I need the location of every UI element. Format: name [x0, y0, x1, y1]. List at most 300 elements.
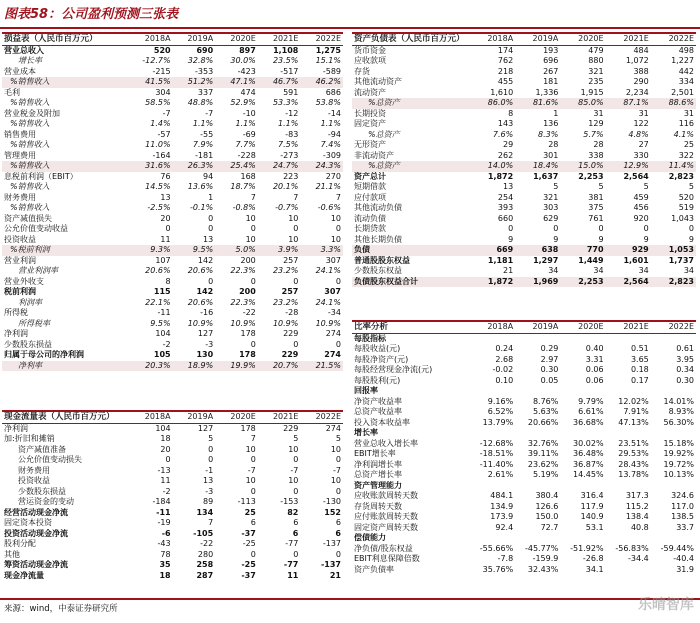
source-note: 来源：wind，中泰证券研究所 [4, 604, 118, 614]
row-value: 1.4% [150, 119, 171, 128]
row-label: 净资产收益率 [354, 396, 402, 406]
row-value: -184 [152, 497, 171, 506]
row-value: 94 [203, 171, 214, 181]
row-value: 0.40 [585, 344, 604, 353]
row-value: 1,915 [580, 87, 604, 97]
row-value: 7.91% [623, 407, 649, 416]
ratio-panel [352, 320, 696, 575]
row-value: 23.2% [272, 297, 299, 307]
row-value: 5 [208, 434, 214, 443]
row-value: 76 [160, 171, 171, 181]
row-value: 140.9 [580, 512, 604, 521]
ratio-row [352, 491, 696, 502]
group-title: 资产管理能力 [354, 480, 402, 490]
row-value: 696 [543, 56, 559, 65]
row-value: 0.18 [630, 365, 649, 374]
row-value: 30.0% [230, 56, 256, 65]
row-value: 0.30 [676, 375, 694, 385]
row-value: 2,253 [578, 171, 604, 181]
row-value: 9 [643, 234, 649, 244]
row-value: -2 [162, 339, 171, 349]
row-value: 178 [240, 329, 256, 338]
row-value: 178 [240, 423, 256, 433]
row-value: 20.66% [527, 417, 559, 427]
table-header-label: 现金流量表（人民币百万元） [2, 411, 130, 423]
row-label: 普通股股东权益 [354, 255, 410, 265]
row-value: 229 [283, 329, 299, 338]
table-header-label: 比率分析 [352, 321, 470, 333]
row-value: 200 [239, 287, 256, 296]
table-row [2, 88, 343, 99]
row-value: 381 [588, 192, 604, 202]
row-value: 258 [196, 560, 214, 569]
row-value: 14.45% [573, 470, 604, 479]
ratio-group-title [352, 533, 696, 544]
year-header: 2021E [258, 33, 301, 45]
row-value: 11 [160, 476, 171, 485]
row-value: -130 [322, 497, 341, 506]
row-value: 0 [250, 224, 256, 233]
row-value: 0.17 [630, 375, 649, 385]
row-value: 0 [293, 276, 299, 286]
row-label: 其他流动资产 [354, 77, 402, 86]
row-value: -22 [200, 539, 214, 548]
row-value: 1.1% [278, 119, 299, 128]
row-value: 10 [245, 444, 256, 454]
table-row [2, 109, 343, 120]
row-value: -0.7% [275, 203, 299, 212]
row-value: 10.9% [315, 318, 341, 328]
table-row [2, 423, 343, 434]
year-header: 2018A [470, 33, 515, 45]
table-row [352, 130, 696, 141]
row-value: 1,227 [671, 56, 694, 65]
row-value: 134.9 [490, 501, 514, 511]
row-value: 126.6 [535, 501, 559, 511]
row-label: 现金净流量 [4, 570, 44, 580]
row-value: -77 [283, 560, 299, 569]
row-value: 34 [548, 266, 559, 275]
row-value: 82 [287, 507, 299, 517]
row-value: 1,601 [623, 255, 649, 265]
row-label: 管理费用 [4, 150, 36, 160]
year-header: 2022E [300, 33, 343, 45]
row-value: 14.01% [663, 396, 694, 406]
table-header-row [352, 321, 696, 333]
table-row [2, 45, 343, 56]
row-value: 24.3% [300, 161, 343, 172]
table-row [2, 182, 343, 193]
year-header: 2020E [215, 411, 258, 423]
row-value: 129 [588, 119, 604, 128]
row-value: 136 [543, 119, 559, 128]
row-value: 34 [593, 266, 604, 275]
row-value: 0 [598, 224, 604, 233]
row-value: 12.02% [618, 396, 649, 406]
row-value: -137 [322, 539, 341, 548]
table-row [2, 466, 343, 477]
row-value: 11 [287, 570, 299, 580]
row-label: 每股股利(元) [354, 375, 401, 385]
row-label: 少数股东权益 [354, 266, 402, 275]
row-value: -57 [157, 129, 171, 139]
row-value: 127 [197, 329, 214, 338]
row-value: 5 [293, 434, 299, 443]
row-value: 19.92% [663, 449, 694, 458]
row-label: 资产总计 [354, 171, 386, 181]
row-value: 1,181 [487, 255, 514, 265]
row-value: 3.9% [258, 245, 301, 256]
row-value: 2,234 [625, 87, 649, 97]
row-value: 0 [250, 486, 256, 496]
row-label: 加:折旧和摊销 [4, 434, 55, 443]
table-row [352, 140, 696, 151]
row-value: -215 [152, 66, 171, 76]
row-label: 营业总收入 [4, 45, 44, 55]
row-value: 338 [588, 150, 604, 160]
row-value: 138.4 [625, 512, 649, 521]
row-value: -0.6% [317, 203, 341, 212]
row-value: -19 [157, 518, 171, 527]
row-value: 34 [683, 266, 694, 275]
row-value: 26.3% [173, 161, 216, 172]
balance-sheet-table [352, 32, 696, 287]
row-value: 229 [281, 350, 299, 359]
table-row [2, 361, 343, 372]
row-value: 21 [503, 266, 514, 275]
row-value: 36.68% [573, 417, 604, 427]
cashflow-table [2, 410, 343, 581]
row-value: 11.0% [145, 140, 171, 149]
row-value: 12.9% [606, 161, 651, 172]
footer-rule [0, 598, 700, 600]
row-value: 0.29 [540, 344, 559, 353]
table-header-row [352, 33, 696, 45]
row-value: -6 [161, 528, 171, 538]
row-value: -56.83% [615, 543, 649, 553]
table-row [2, 67, 343, 78]
row-label: 投资活动现金净流 [4, 528, 68, 538]
row-value: 25 [683, 140, 694, 149]
row-value: 8.3% [538, 129, 559, 139]
ratio-row [352, 523, 696, 534]
table-row [352, 109, 696, 120]
row-label: 应付款项 [354, 192, 386, 202]
row-value: 47.13% [618, 417, 649, 427]
row-value: 150.0 [535, 512, 559, 521]
row-value: 41.5% [130, 77, 173, 88]
row-label: %税前利润 [2, 245, 130, 256]
row-value: 10 [288, 213, 299, 223]
row-value: 21.1% [315, 182, 341, 191]
row-value: 104 [155, 329, 171, 338]
row-label: 息税前利润（EBIT） [4, 171, 78, 181]
row-value: 375 [588, 203, 604, 212]
row-value: -16 [200, 308, 214, 317]
row-value: 0 [293, 486, 299, 496]
table-row [2, 235, 343, 246]
row-value: 31 [593, 108, 604, 118]
row-value: 1.1% [235, 119, 256, 128]
row-value: 52.9% [230, 98, 256, 107]
ratio-row [352, 397, 696, 408]
row-label: %销售收入 [10, 140, 50, 149]
row-value: 4.8% [628, 129, 649, 139]
row-value: 660 [497, 213, 514, 223]
row-value: -353 [195, 66, 214, 76]
row-value: 303 [543, 203, 559, 212]
row-label: 净利润增长率 [354, 459, 402, 469]
row-value: 317.3 [625, 491, 649, 500]
row-label: 营业税金及附加 [4, 108, 60, 118]
row-value: -0.8% [232, 203, 256, 212]
row-value: -11 [157, 308, 171, 317]
row-label: 所得税 [4, 308, 28, 317]
row-value: -55 [200, 129, 214, 139]
ratio-row [352, 355, 696, 366]
table-row [352, 98, 696, 109]
row-value: 334 [678, 77, 694, 86]
row-value: 10.9% [230, 318, 256, 328]
row-label: 资产减值准备 [18, 444, 66, 454]
row-label: 流动资产 [354, 87, 386, 97]
row-value: -228 [237, 150, 256, 160]
row-value: 6.52% [487, 407, 514, 416]
row-value: -7 [290, 465, 299, 475]
row-value: 24.7% [258, 161, 301, 172]
table-row [2, 298, 343, 309]
row-value: 2,564 [623, 171, 649, 181]
ratio-row [352, 544, 696, 555]
row-label: %销售收入 [10, 119, 50, 128]
row-value: 287 [196, 570, 214, 580]
table-row [352, 266, 696, 277]
row-value: 324.6 [671, 491, 694, 500]
table-row [2, 340, 343, 351]
group-title: 增长率 [354, 428, 378, 437]
row-label: 应收款项 [354, 56, 386, 65]
row-value: 223 [283, 171, 299, 181]
table-row [2, 434, 343, 445]
row-value: 9 [598, 234, 604, 244]
row-value: -7 [247, 465, 256, 475]
table-row [2, 214, 343, 225]
row-label: 销售费用 [4, 129, 36, 139]
row-value: 0 [335, 276, 341, 286]
row-value: 1,053 [651, 245, 696, 256]
row-value: 9.5% [173, 245, 216, 256]
row-value: 56.30% [663, 417, 694, 427]
row-value: 520 [678, 192, 694, 202]
row-value: 2.68 [495, 354, 514, 364]
row-value: 0 [250, 276, 256, 286]
table-row [352, 67, 696, 78]
row-value: 25 [244, 507, 256, 517]
row-label: 净负债/股东权益 [354, 543, 413, 553]
table-row [2, 308, 343, 319]
row-label: 其他流动负债 [354, 203, 402, 212]
row-value: 87.1% [606, 98, 651, 109]
row-value: -11 [156, 507, 171, 517]
row-value: 9.5% [150, 318, 171, 328]
table-row [352, 172, 696, 183]
row-value: 51.2% [173, 77, 216, 88]
row-value: 134 [196, 507, 214, 517]
row-label: 每股经营现金净流(元) [354, 365, 433, 374]
row-value: 330 [633, 150, 649, 160]
row-value: 455 [497, 77, 514, 86]
table-row [352, 224, 696, 235]
row-value: 13 [160, 192, 171, 202]
row-value: 72.7 [540, 522, 559, 532]
row-label: 净利润 [4, 329, 28, 338]
cashflow-panel [2, 410, 343, 581]
row-label: %销售收入 [10, 182, 50, 191]
table-row [2, 140, 343, 151]
row-value: 0 [293, 339, 299, 349]
table-row [2, 455, 343, 466]
ratio-row [352, 418, 696, 429]
row-value: 321 [588, 66, 604, 76]
ratio-row [352, 470, 696, 481]
row-value: 20.1% [272, 182, 299, 191]
row-value: 14.0% [470, 161, 515, 172]
row-label: 利润率 [18, 297, 42, 307]
row-label: 短期借款 [354, 182, 386, 191]
row-value: -94 [327, 129, 341, 139]
row-value: 117.0 [671, 501, 694, 511]
row-value: -59.44% [660, 543, 694, 553]
row-value: 13.6% [187, 182, 214, 191]
row-value: -3 [205, 486, 214, 496]
row-value: 0 [165, 224, 171, 233]
row-label: 毛利 [4, 87, 20, 97]
row-value: 629 [543, 213, 559, 223]
row-value: -69 [242, 129, 256, 139]
row-label: 公允价值变动损失 [18, 455, 82, 464]
row-value: 10.13% [663, 470, 694, 479]
row-label: %总资产 [352, 98, 470, 109]
row-value: 669 [470, 245, 515, 256]
row-value: 761 [588, 213, 604, 223]
table-row [352, 88, 696, 99]
row-value: 21.5% [300, 361, 343, 372]
row-value: 459 [633, 192, 649, 202]
row-value: 40.8 [630, 522, 649, 532]
row-value: 181 [543, 77, 559, 86]
row-value: 0 [335, 486, 341, 496]
row-value: -0.02 [492, 365, 514, 374]
row-value: 33.7 [676, 522, 694, 532]
row-value: 19.72% [663, 459, 694, 469]
row-label: 筹资活动现金净流 [4, 560, 68, 569]
row-value: 8.93% [668, 407, 694, 416]
row-value: 117.9 [580, 501, 604, 511]
row-value: 474 [240, 87, 256, 97]
row-value: 442 [678, 66, 694, 76]
row-value: 6 [293, 518, 299, 527]
row-value: 0 [508, 224, 514, 233]
row-value: 1.1% [192, 119, 214, 128]
row-value: 920 [633, 213, 649, 223]
ratio-row [352, 439, 696, 450]
row-value: 11.4% [651, 161, 696, 172]
row-value: -309 [322, 150, 341, 160]
row-label: %总资产 [368, 129, 400, 139]
row-value: 880 [588, 56, 604, 65]
row-value: 127 [197, 423, 214, 433]
row-value: 178 [239, 350, 256, 359]
row-value: 7 [293, 192, 299, 202]
row-label: 负债股东权益合计 [352, 277, 470, 288]
row-value: 1,072 [625, 56, 649, 65]
row-value: 23.62% [527, 459, 559, 469]
row-label: 应收账款周转天数 [354, 491, 418, 500]
row-value: 28 [548, 140, 559, 149]
table-row [2, 277, 343, 288]
ratio-row [352, 460, 696, 471]
table-header-row [2, 411, 343, 423]
row-value: 591 [283, 87, 299, 97]
row-value: 5 [598, 182, 604, 191]
row-value: 14.5% [145, 182, 171, 191]
row-value: 270 [325, 171, 341, 181]
row-value: 6 [335, 528, 341, 538]
row-value: 18.4% [515, 161, 560, 172]
row-value: 0 [208, 455, 214, 464]
year-header: 2021E [606, 33, 651, 45]
row-value: 7 [250, 434, 256, 443]
row-value: 7.9% [192, 140, 214, 149]
row-label: 净利润 [4, 423, 28, 433]
year-header: 2018A [130, 411, 173, 423]
row-value: 9 [508, 234, 514, 244]
table-row [352, 161, 696, 172]
row-value: -34 [327, 308, 341, 317]
row-value: 130 [196, 350, 214, 359]
row-label: 经营活动现金净流 [4, 507, 68, 517]
row-value: 13.79% [482, 417, 514, 427]
table-header-label: 资产负债表（人民币百万元） [352, 33, 470, 45]
income-statement-table [2, 32, 343, 371]
row-value: 274 [325, 423, 341, 433]
table-row [352, 56, 696, 67]
table-row [2, 77, 343, 88]
table-row [2, 287, 343, 298]
row-value: -55.66% [479, 543, 514, 553]
row-value: 22.3% [230, 297, 256, 307]
row-value: 152 [324, 507, 341, 517]
row-value: 122 [633, 119, 649, 128]
row-value: 9.79% [578, 396, 604, 406]
row-value: 20.6% [145, 266, 171, 275]
row-value: 5.63% [532, 407, 559, 416]
table-row [2, 529, 343, 540]
row-value: 13 [503, 182, 514, 191]
row-value: 10 [245, 213, 256, 223]
table-row [352, 277, 696, 288]
row-value: 10.9% [272, 318, 299, 328]
row-value: 0 [208, 276, 214, 286]
row-value: 479 [588, 45, 604, 55]
row-value: 316.4 [580, 491, 604, 500]
row-value: 1 [208, 192, 214, 202]
row-label: 营业利润率 [18, 266, 58, 275]
row-value: 2.61% [487, 470, 514, 479]
row-label: 每股收益(元) [354, 344, 401, 353]
row-value: 262 [497, 150, 514, 160]
row-value: 218 [497, 66, 514, 76]
